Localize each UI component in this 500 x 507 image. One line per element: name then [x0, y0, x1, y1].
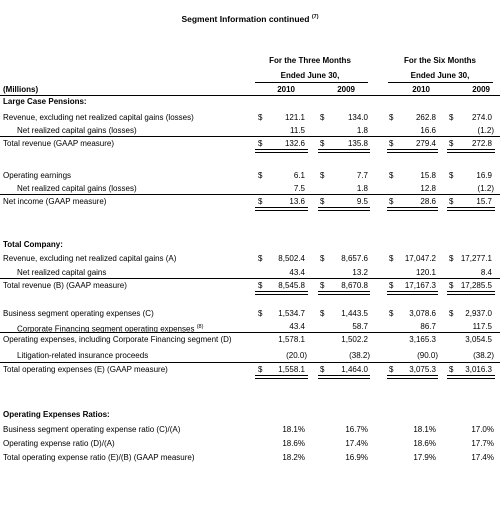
cell-value: 9.5 [356, 197, 368, 206]
cell-value: 8,657.6 [341, 254, 368, 263]
total-double-rule [318, 149, 370, 153]
cell-value: 86.7 [420, 322, 436, 331]
total-double-rule [318, 207, 370, 211]
six-months-header-line1: For the Six Months [404, 56, 476, 65]
page-title: Segment Information continued $^{(7)}$ [181, 13, 319, 24]
cell-value: 3,054.5 [465, 335, 492, 344]
cell-value: 134.0 [347, 113, 368, 122]
cell-value: 1,578.1 [278, 335, 305, 344]
total-double-rule [387, 291, 438, 295]
cell-value: 13.2 [352, 268, 368, 277]
total-double-rule [447, 375, 495, 379]
total-double-rule [318, 375, 370, 379]
dollar-sign: $ [258, 254, 263, 263]
cell-value: 2,937.0 [465, 309, 492, 318]
cell-value: 13.6 [289, 197, 305, 206]
cell-value: 3,075.3 [409, 365, 436, 374]
cell-value: 3,078.6 [409, 309, 436, 318]
row-label: Total revenue (B) (GAAP measure) [3, 281, 127, 290]
year-header: 2010 [412, 85, 430, 94]
cell-value: 18.1% [413, 425, 436, 434]
dollar-sign: $ [389, 113, 394, 122]
cell-value: 28.6 [420, 197, 436, 206]
dollar-sign: $ [449, 281, 454, 290]
row-divider [0, 278, 500, 279]
three-months-header-line1: For the Three Months [269, 56, 351, 65]
section-heading-ratios: Operating Expenses Ratios: [3, 410, 110, 419]
cell-value: 43.4 [289, 268, 305, 277]
cell-value: 120.1 [415, 268, 436, 277]
cell-value: 132.6 [284, 139, 305, 148]
cell-value: 17,167.3 [404, 281, 436, 290]
cell-value: 15.7 [476, 197, 492, 206]
cell-value: 17,047.2 [404, 254, 436, 263]
dollar-sign: $ [449, 139, 454, 148]
cell-value: 8.4 [480, 268, 492, 277]
cell-value: 1.8 [356, 126, 368, 135]
cell-value: 16.9 [476, 171, 492, 180]
dollar-sign: $ [258, 309, 263, 318]
cell-value: 16.9% [345, 453, 368, 462]
row-label: Total operating expense ratio (E)/(B) (GAAP measure) [3, 453, 195, 462]
dollar-sign: $ [258, 197, 263, 206]
total-double-rule [447, 149, 495, 153]
six-months-header-line2: Ended June 30, [410, 71, 470, 80]
cell-value: 18.1% [282, 425, 305, 434]
dollar-sign: $ [320, 309, 325, 318]
total-double-rule [387, 375, 438, 379]
dollar-sign: $ [320, 113, 325, 122]
row-divider [0, 332, 500, 333]
cell-value: 1,558.1 [278, 365, 305, 374]
row-label: Net realized capital gains (losses) [17, 184, 137, 193]
cell-value: 18.2% [282, 453, 305, 462]
total-double-rule [255, 149, 308, 153]
cell-value: 16.6 [420, 126, 436, 135]
header-divider [255, 82, 368, 83]
cell-value: 8,545.8 [278, 281, 305, 290]
dollar-sign: $ [449, 197, 454, 206]
dollar-sign: $ [320, 171, 325, 180]
row-label: Revenue, excluding net realized capital gains (A) [3, 254, 177, 263]
cell-value: 135.8 [347, 139, 368, 148]
cell-value: 3,016.3 [465, 365, 492, 374]
cell-value: 7.5 [293, 184, 305, 193]
dollar-sign: $ [258, 365, 263, 374]
row-divider [0, 362, 500, 363]
year-header: 2009 [472, 85, 490, 94]
cell-value: 43.4 [289, 322, 305, 331]
header-divider [388, 82, 493, 83]
cell-value: 262.8 [415, 113, 436, 122]
total-double-rule [318, 291, 370, 295]
three-months-header-line2: Ended June 30, [280, 71, 340, 80]
cell-value: 17.4% [471, 453, 494, 462]
dollar-sign: $ [389, 197, 394, 206]
cell-value: (1.2) [477, 184, 494, 193]
row-label: Corporate Financing segment operating expenses $^{(8)}$ [17, 324, 204, 334]
cell-value: 6.1 [293, 171, 305, 180]
row-divider [0, 136, 500, 137]
cell-value: 3,165.3 [409, 335, 436, 344]
year-header: 2010 [277, 85, 295, 94]
dollar-sign: $ [449, 365, 454, 374]
cell-value: (38.2) [473, 351, 494, 360]
total-double-rule [447, 207, 495, 211]
dollar-sign: $ [389, 139, 394, 148]
cell-value: 18.6% [413, 439, 436, 448]
row-label: Net realized capital gains (losses) [17, 126, 137, 135]
cell-value: 1,502.2 [341, 335, 368, 344]
dollar-sign: $ [389, 254, 394, 263]
row-divider [0, 194, 500, 195]
dollar-sign: $ [320, 281, 325, 290]
row-label: Net income (GAAP measure) [3, 197, 107, 206]
dollar-sign: $ [389, 309, 394, 318]
cell-value: 17.0% [471, 425, 494, 434]
cell-value: 1,443.5 [341, 309, 368, 318]
cell-value: 274.0 [471, 113, 492, 122]
cell-value: 117.5 [472, 322, 492, 331]
dollar-sign: $ [449, 254, 454, 263]
cell-value: 58.7 [352, 322, 368, 331]
cell-value: 17,277.1 [460, 254, 492, 263]
cell-value: (20.0) [286, 351, 307, 360]
cell-value: 1.8 [356, 184, 368, 193]
row-label: Net realized capital gains [17, 268, 107, 277]
dollar-sign: $ [389, 281, 394, 290]
section-heading-total-company: Total Company: [3, 240, 63, 249]
total-double-rule [255, 375, 308, 379]
section-divider [0, 95, 500, 96]
row-label: Revenue, excluding net realized capital gains (losses) [3, 113, 194, 122]
row-label: Operating expense ratio (D)/(A) [3, 439, 115, 448]
row-label: Operating earnings [3, 171, 72, 180]
cell-value: 17,285.5 [460, 281, 492, 290]
dollar-sign: $ [389, 365, 394, 374]
cell-value: 8,670.8 [341, 281, 368, 290]
row-label: Litigation-related insurance proceeds [17, 351, 149, 360]
row-label: Total revenue (GAAP measure) [3, 139, 115, 148]
cell-value: 17.4% [345, 439, 368, 448]
total-double-rule [255, 291, 308, 295]
dollar-sign: $ [320, 365, 325, 374]
cell-value: 1,464.0 [341, 365, 368, 374]
cell-value: 8,502.4 [278, 254, 305, 263]
cell-value: 15.8 [420, 171, 436, 180]
section-heading-large-case: Large Case Pensions: [3, 97, 87, 106]
row-label: Business segment operating expense ratio (C)/(A) [3, 425, 181, 434]
cell-value: 279.4 [415, 139, 436, 148]
cell-value: (90.0) [417, 351, 438, 360]
cell-value: 121.1 [284, 113, 305, 122]
dollar-sign: $ [320, 254, 325, 263]
cell-value: 12.8 [420, 184, 436, 193]
cell-value: (38.2) [349, 351, 370, 360]
dollar-sign: $ [449, 113, 454, 122]
dollar-sign: $ [258, 139, 263, 148]
cell-value: 18.6% [282, 439, 305, 448]
year-header: 2009 [337, 85, 355, 94]
cell-value: 7.7 [356, 171, 368, 180]
dollar-sign: $ [258, 171, 263, 180]
row-label: Total operating expenses (E) (GAAP measure) [3, 365, 168, 374]
row-label: Operating expenses, including Corporate Financing segment (D) [3, 335, 232, 344]
cell-value: 11.5 [290, 126, 305, 135]
total-double-rule [255, 207, 308, 211]
cell-value: 272.8 [471, 139, 492, 148]
dollar-sign: $ [449, 309, 454, 318]
total-double-rule [447, 291, 495, 295]
cell-value: 1,534.7 [278, 309, 305, 318]
dollar-sign: $ [449, 171, 454, 180]
cell-value: 17.7% [471, 439, 494, 448]
cell-value: 16.7% [345, 425, 368, 434]
cell-value: (1.2) [477, 126, 494, 135]
units-label: (Millions) [3, 85, 39, 94]
dollar-sign: $ [258, 281, 263, 290]
total-double-rule [387, 149, 438, 153]
dollar-sign: $ [258, 113, 263, 122]
row-label: Business segment operating expenses (C) [3, 309, 154, 318]
total-double-rule [387, 207, 438, 211]
cell-value: 17.9% [413, 453, 436, 462]
dollar-sign: $ [320, 197, 325, 206]
dollar-sign: $ [389, 171, 394, 180]
dollar-sign: $ [320, 139, 325, 148]
